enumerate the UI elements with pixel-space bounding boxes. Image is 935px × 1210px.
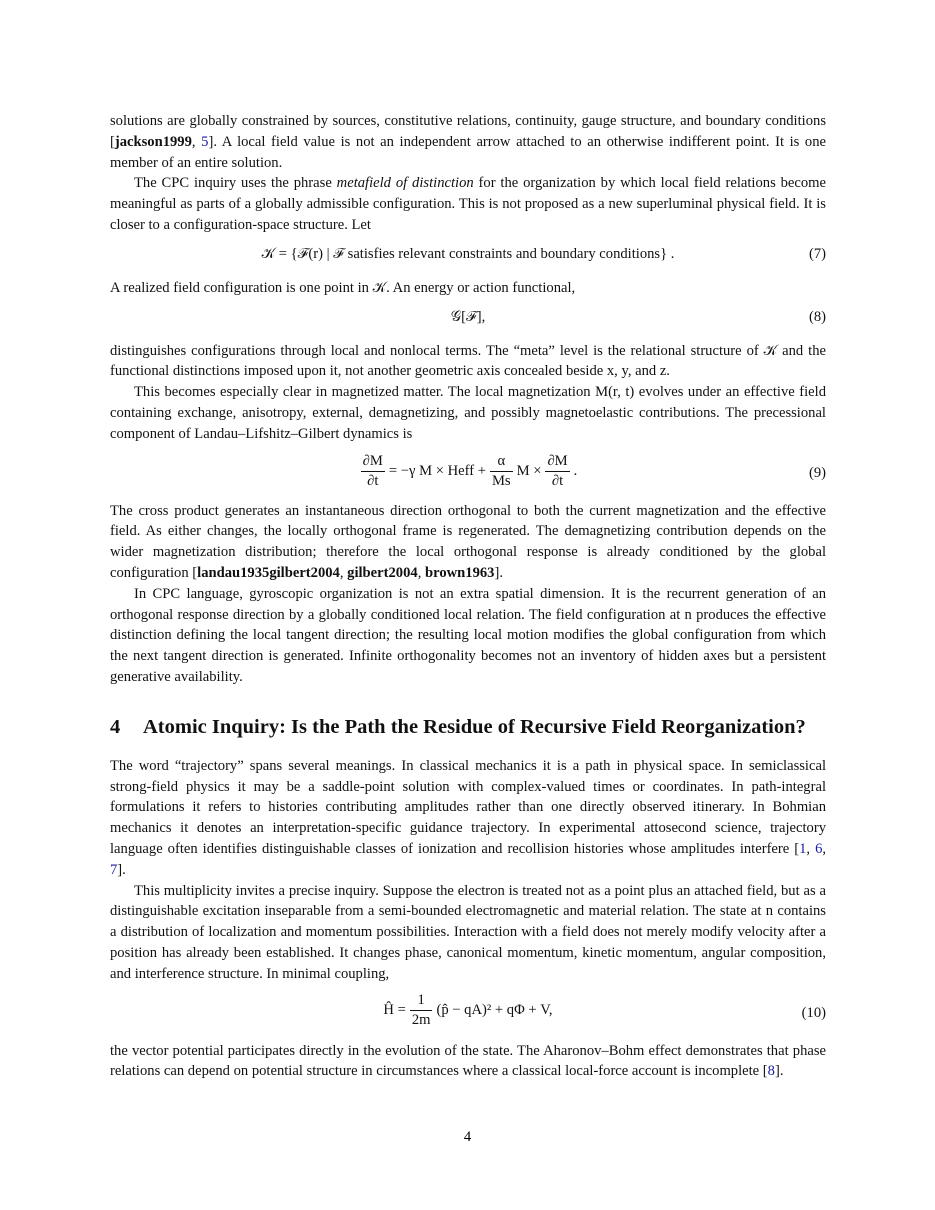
numerator: ∂M (361, 452, 385, 472)
citation[interactable]: landau1935gilbert2004 (197, 564, 340, 581)
text: , (806, 840, 816, 857)
fraction (490, 452, 513, 491)
text: for the organization by which local field relations become meaningful as parts of a globally admissible configuration. This is not proposed as a new superluminal physical field. It is closer to a configuration-space structure. Let (110, 175, 826, 233)
denominator: ∂t (367, 472, 379, 489)
text: solutions are globally constrained by sources, constitutive relations, continuity, gauge structure, and boundary conditions [ (110, 113, 826, 150)
denominator: ∂t (551, 472, 564, 489)
section-number: 4 (110, 715, 121, 738)
paragraph (110, 501, 826, 584)
equation-number: (9) (808, 464, 826, 481)
equation-term: = −γ M × Heff + (388, 462, 486, 479)
paper-page (110, 111, 826, 1082)
equation-number: (10) (801, 1004, 826, 1021)
paragraph: This becomes especially clear in magnetized matter. The local magnetization M(r, t) evolves under an effective field containing exchange, anisotropy, external, demagnetizing, and possibly magnetoelastic contributions. The precessional component of Landau–Lifshitz–Gilbert dynamics is (110, 384, 826, 442)
fraction (361, 452, 385, 491)
text: the vector potential participates directly in the evolution of the state. The Aharonov–Bohm effect demonstrates that phase relations can depend on potential structure in circumstances where a classical local-force account is incomplete [ (110, 1042, 826, 1080)
equation-term: (p̂ − qA)² + qΦ + V, (436, 1001, 553, 1018)
paragraph: distinguishes configurations through local and nonlocal terms. The “meta” level is the relational structure of 𝒦 and the functional distinctions imposed upon it, not another geometric axis concealed beside x, y, and z. (110, 342, 826, 380)
citation-link[interactable]: 8 (767, 1063, 775, 1080)
paragraph: A realized field configuration is one point in 𝒦. An energy or action functional, (110, 279, 576, 296)
equation-number: (8) (808, 308, 826, 325)
paragraph (110, 173, 826, 235)
paragraph (110, 1041, 826, 1083)
page-number: 4 (463, 1129, 472, 1145)
numerator: 1 (410, 991, 433, 1011)
equation-9 (110, 451, 826, 495)
equation-7 (110, 244, 826, 268)
citation[interactable]: gilbert2004 (347, 564, 418, 581)
fraction (410, 991, 433, 1030)
equation-body: 𝒦 = {ℱ(r) | ℱ satisfies relevant constraints and boundary conditions} . (261, 245, 675, 262)
denominator: 2m (411, 1011, 431, 1028)
equation-term: Ĥ = (383, 1001, 406, 1018)
text: The CPC inquiry uses the phrase (134, 175, 337, 192)
citation[interactable]: jackson1999 (114, 133, 192, 150)
paragraph (110, 756, 826, 881)
equation-number: (7) (808, 245, 826, 262)
citation-link[interactable]: 5 (201, 133, 209, 150)
equation-8 (110, 307, 826, 331)
text: The word “trajectory” spans several meanings. In classical mechanics it is a path in physical space. In semiclassical strong-field physics it may be a saddle-point solution with complex-valued times or coordinates. In path-integral formulations it refers to histories contributing amplitudes rather than one directly observed itinerary. In Bohmian mechanics it denotes an interpretation-specific guidance trajectory. In experimental attosecond science, trajectory language often identifies distinguishable classes of ionization and recollision histories whose amplitudes interfere [ (110, 757, 826, 857)
citation-link[interactable]: 7 (110, 861, 118, 878)
text: , (191, 133, 202, 150)
equation-term: M × (516, 462, 542, 479)
text: ]. A local field value is not an independent arrow attached to an otherwise indifferent point. It is one member of an entire solution. (110, 133, 827, 171)
text: ]. (117, 861, 126, 878)
denominator: Ms (491, 472, 511, 489)
equation-body: 𝒢[ℱ], (450, 308, 486, 325)
equation-body (110, 451, 826, 491)
citation-link[interactable]: 1 (799, 840, 807, 857)
text: , (417, 564, 425, 581)
citation-link[interactable]: 6 (815, 840, 823, 857)
equation-term: . (573, 462, 578, 479)
paragraph: In CPC language, gyroscopic organization is not an extra spatial dimension. It is the recurrent generation of an orthogonal response direction by a globally conditioned local relation. The field configuration at n produces the effective distinction defining the local tangent direction; the resulting local motion modifies the global configuration from which the next tangent direction is generated. Infinite orthogonality becomes not an inventory of hidden axes but a persistent generative availability. (110, 585, 826, 685)
section-title: Atomic Inquiry: Is the Path the Residue of Recursive Field Reorganization? (143, 715, 806, 738)
emphasis: metafield of distinction (336, 175, 474, 192)
section-heading (110, 714, 826, 740)
numerator: α (490, 452, 513, 472)
fraction (545, 452, 569, 491)
equation-body (110, 991, 826, 1030)
citation[interactable]: brown1963 (424, 564, 495, 581)
text: , (339, 564, 348, 581)
text: The cross product generates an instantaneous direction orthogonal to both the current magnetization and the effective field. As either changes, the locally orthogonal frame is regenerated. The demagnetizing contribution depends on the wider magnetization distribution; therefore the local orthogonal response is already conditioned by the global configuration [ (110, 502, 826, 581)
text: ]. (774, 1063, 784, 1080)
paragraph: This multiplicity invites a precise inquiry. Suppose the electron is treated not as a point plus an attached field, but as a distinguishable excitation inseparable from a semi-bounded electromagnetic and material relation. The state at n contains a distribution of localization and momentum possibilities. Interaction with a field does not merely modify velocity after a position has already been established. It changes phase, canonical momentum, kinetic momentum, angular composition, and interference structure. In minimal coupling, (110, 882, 826, 982)
equation-10 (110, 991, 826, 1035)
numerator: ∂M (545, 452, 569, 472)
text: ]. (494, 564, 503, 581)
paragraph (110, 111, 826, 173)
text: , (822, 840, 827, 857)
